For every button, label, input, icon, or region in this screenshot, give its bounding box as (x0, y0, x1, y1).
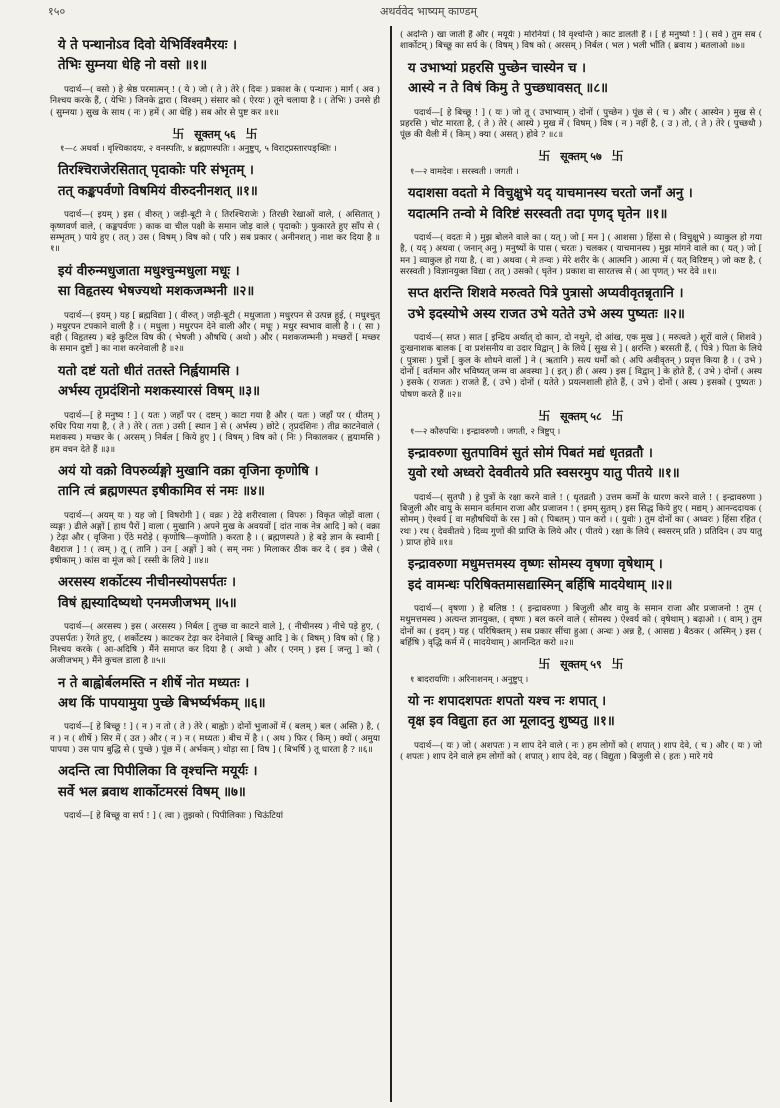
verse-line: ये ते पन्थानोऽव दिवो येभिर्विश्वमैरयः । (58, 38, 237, 53)
column-divider (390, 26, 392, 1102)
sukta-meta: १ बादरायणिः । अरिनाशनम् । अनुष्टुप् । (410, 674, 529, 685)
verse (58, 674, 380, 715)
verse (58, 462, 380, 503)
swastika-icon: 卐 (611, 149, 624, 164)
verse-line: इन्द्रावरुणा मधुमत्तमस्य वृष्णः सोमस्य वृषणा वृषेथाम् । (408, 557, 663, 573)
verse-line: य उभाभ्यां प्रहरसि पुच्छेन चास्येन च । (408, 60, 587, 76)
verse (408, 692, 762, 733)
verse-line: अदन्ति त्वा पिपीलिका वि वृश्चन्ति मयूर्यः । (58, 764, 258, 780)
verse-line: यो नः शपादशपतः शपतो यश्च नः शपात् । (408, 693, 607, 709)
verse-line: युवो रथो अध्वरो देववीतये प्रति स्वसरमुप यातु पीतये ॥१॥ (408, 466, 680, 482)
verse-line: विषं ह्यस्यादिष्यथो एनमजीजभम् ॥५॥ (58, 595, 237, 611)
verse-line: यदाशसा वदतो मे विचुक्षुभे यद् याचमानस्य चरतो जनाँ अनु । (408, 186, 693, 202)
verse-line: अथ किं पापयामुया पुच्छे बिभर्ष्यर्भकम् ॥६॥ (58, 696, 266, 712)
padartha: पदार्थ—( सुतपौ ) हे पुत्रों के रक्षा करने वाले ! ( धृतव्रतौ ) उत्तम कर्मों के धारण करने वाले ! ( इन्द्रावरुणा ) बिजुली और वायु के समान वर्तमान राजा और प्रजाजन ! ( इमम् सुतम् ) इस सिद्ध किये हुए ( मद्यम् ) आनन्ददायक ( सोमम् ) ऐश्वर्य [ वा महौषधियों के रस ] को ( पिबतम् ) पान करो । ( युवोः ) तुम दोनों का ( अध्वरः ) हिंसा रहित ( रथः ) रथ ( देववीतये ) दिव्य गुणों की प्राप्ति के लिये और ( पीतये ) रक्षा के लिये ( स्वसरम् प्रति ) प्रतिदिन ( उप यातु ) प्राप्त होवे ॥१॥ (400, 492, 762, 548)
verse-line: तिरश्चिराजेरसितात् पृदाकोः परि संभृतम् । (58, 163, 254, 179)
sukta-heading (400, 657, 762, 673)
page-number: १५० (48, 5, 66, 18)
running-title: अथर्ववेद भाष्यम् काण्डम् (380, 5, 477, 18)
sukta-title: सूक्तम् ५६ (194, 127, 236, 141)
left-column (50, 30, 380, 1102)
padartha: पदार्थ—( अयम् यः ) यह जो [ विषरोगी ] ( वक्रः ) टेढ़े शरीरवाला ( विपरुः ) विकृत जोड़ों वाला ( व्यङ्गः ) ढीले अङ्गों [ हाथ पैरों ] वाला ( मुखानि ) अपने मुख के अवयवों [ दांत नाक नेत्र आदि ] को ( वक्रा ) टेढ़ा और ( वृजिना ) ऐंठे मरोड़े ( कृणोषि—कृणोति ) करता है । ( ब्रह्मणस्पते ) हे बड़े ज्ञान के स्वामी [ वैद्यराज ] ! ( त्वम् ) तू ( तानि ) उन [ अङ्गों ] को ( सम् नमः ) मिलाकर ठीक कर दे ( इव ) जैसे ( इषीकाम् ) कांस वा मूंज को [ रस्सी के लिये ] ॥४॥ (50, 510, 380, 567)
verse (58, 362, 380, 403)
verse (58, 161, 380, 202)
verse-line: इदं वामन्धः परिषिक्तमासद्यास्मिन् बर्हिषि मादयेथाम् ॥२॥ (408, 577, 673, 593)
right-column (400, 30, 762, 1102)
padartha: पदार्थ—[ हे बिच्छू ! ] ( यः ) जो तू ( उभाभ्याम् ) दोनों ( पुच्छेन ) पूंछ से ( च ) और ( आस्येन ) मुख से ( प्रहरसि ) चोट मारता है, ( ते ) तेरे ( आस्ये ) मुख में ( विषम् ) विष ( न ) नहीं है, ( उ ) तो, ( ते ) तेरे ( पुच्छधौ ) पूंछ की थैली में ( किम् ) क्या ( असत् ) होवे ? ॥८॥ (400, 107, 762, 141)
verse (408, 555, 762, 596)
verse-line: तत् कङ्कपर्वणो विषमियं वीरुदनीनशत् ॥१॥ (58, 183, 258, 199)
sukta-title: सूक्तम् ५९ (560, 658, 602, 672)
swastika-icon: 卐 (611, 409, 624, 424)
verse-line: सर्वे भल ब्रवाथ शार्कोटमरसं विषम् ॥७॥ (58, 784, 246, 800)
padartha-continued: ( अदन्ति ) खा जाती हैं और ( मयूर्यः ) मोरनियां ( वि वृश्चन्ति ) काट डालती हैं । [ हे मनुष्यो ! ] ( सर्वे ) तुम सब ( शार्कोटम् ) बिच्छू का सर्प के ( विषम् ) विष को ( अरसम् ) निर्बल ( भल ) भली भाँति ( ब्रवाथ ) बतलाओ ॥७॥ (400, 30, 762, 52)
verse-line: अर्भस्य तृप्रदंशिनो मशकस्यारसं विषम् ॥३॥ (58, 384, 261, 400)
sukta-title: सूक्तम् ५८ (560, 410, 602, 424)
sukta-meta: १—२ वामदेवः । सरस्वती । जगती । (410, 167, 519, 178)
padartha: पदार्थ—( वसो ) हे श्रेष्ठ परमात्मन् ! ( ये ) जो ( ते ) तेरे ( दिवः ) प्रकाश के ( पन्थानः ) मार्ग ( अव ) निश्चय करके हैं, ( येभिः ) जिनके द्वारा ( विश्वम् ) संसार को ( ऐरयः ) तूने चलाया है । ( तेभिः ) उनसे ही ( सुम्नया ) सुख के साथ ( नः ) हमें ( आ धेहि ) सब ओर से पुष्ट कर ॥१॥ (50, 84, 380, 118)
verse-line: यदात्मनि तन्वो मे विरिष्टं सरस्वती तदा पृणद् घृतेन ॥१॥ (408, 206, 668, 222)
verse (58, 573, 380, 614)
verse-line: उभे इदस्योभे अस्य राजत उभे यतेते उभे अस्य पुष्यतः ॥२॥ (408, 306, 685, 322)
verse (58, 36, 380, 77)
verse-line: इयं वीरुन्मधुजाता मधुश्चुन्मधुला मधूः । (58, 263, 240, 279)
swastika-icon: 卐 (538, 409, 551, 424)
verse (58, 262, 380, 303)
padartha: पदार्थ—( वृषणा ) हे बलिष्ठ ! ( इन्द्रावरुणा ) बिजुली और वायु के समान राजा और प्रजाजनो ! तुम ( मधुमत्तमस्य ) अत्यन्त ज्ञानयुक्त, ( वृष्णः ) बल करने वाले ( सोमस्य ) ऐश्वर्य को ( वृषेथाम् ) बढ़ाओ । ( वाम् ) तुम दोनों का ( इदम् ) यह ( परिषिक्तम् ) सब प्रकार सींचा हुआ ( अन्धः ) अन्न है, ( आसद्य ) बैठकर ( अस्मिन् ) इस ( बर्हिषि ) वृद्धि कर्म में ( मादयेथाम् ) आनन्दित करो ॥२॥ (400, 604, 762, 648)
padartha: पदार्थ—( यः ) जो ( अशपतः ) न शाप देने वाले ( नः ) हम लोगों को ( शपात् ) शाप देवे, ( च ) और ( यः ) जो ( शपतः ) शाप देने वाले हम लोगों को ( शपात् ) शाप देवे, वह ( विद्युता ) बिजुली से ( हतः ) मारे गये (400, 740, 762, 763)
verse (408, 184, 762, 225)
padartha: पदार्थ—[ हे मनुष्य ! ] ( यतः ) जहाँ पर ( दष्टम् ) काटा गया है और ( यतः ) जहाँ पर ( धीतम् ) रुधिर पिया गया है, ( ते ) तेरे ( ततः ) उसी [ स्थान ] से ( अर्भस्य ) छोटे ( तृप्रदंशिनः ) तीव्र काटनेवाले ( मशकस्य ) मच्छर के ( अरसम् ) निर्बल [ किये हुए ] ( विषम् ) विष को ( निः ) निकालकर ( ह्वयामसि ) हम वचन देते हैं ॥३॥ (50, 410, 380, 455)
padartha: पदार्थ—[ हे बिच्छू वा सर्प ! ] ( त्वा ) तुझको ( पिपीलिकाः ) चिऊंटियां (64, 811, 284, 822)
verse (408, 284, 762, 325)
verse-line: वृक्ष इव विद्युता हत आ मूलादनु शुष्यतु ॥१॥ (408, 714, 615, 730)
verse (408, 59, 762, 100)
padartha: पदार्थ—( अरसस्य ) इस ( अरसस्य ) निर्बल [ तुच्छ वा काटने वाले ], ( नीचीनस्य ) नीचे पड़े हुए, ( उपसर्पतः ) रेंगते हुए, ( शर्कोटस्य ) काटकर टेढ़ा कर देनेवाले [ बिच्छू आदि ] के ( विषम् ) विष को ( हि ) निश्चय करके ( आ-अदिषि ) मैंने समाप्त कर दिया है ( अथो ) और ( एनम् ) इस [ जन्तु ] को ( अजीजभम् ) मैंने कुचल डाला है ॥५॥ (50, 622, 380, 667)
verse (58, 762, 380, 803)
padartha: पदार्थ—( वदतः मे ) मुझ बोलने वाले का ( यत् ) जो [ मन ] ( आशसा ) हिंसा से ( विचुक्षुभे ) व्याकुल हो गया है, ( यद् ) अथवा ( जनान् अनु ) मनुष्यों के पास ( चरतः ) चलकर ( याचमानस्य ) मुझ मांगने वाले का ( यत् ) जो [ मन ] व्याकुल हो गया है, ( वा ) अथवा ( मे तन्वः ) मेरे शरीर के ( आत्मनि ) आत्मा में ( यत् विरिष्टम् ) जो कष्ट है, ( सरस्वती ) विज्ञानयुक्त विद्या ( तत् ) उसको ( घृतेन ) प्रकाश वा सारतत्त्व से ( आ पृणत् ) भर देवे ॥१॥ (400, 233, 762, 277)
verse-line: सप्त क्षरन्ति शिशवे मरुत्वते पित्रे पुत्रासो अप्यवीवृतन्नृतानि । (408, 286, 684, 302)
padartha: पदार्थ—[ हे बिच्छू ! ] ( न ) न तो ( ते ) तेरे ( बाह्वोः ) दोनों भुजाओं में ( बलम् ) बल ( अस्ति ) है, ( न ) न ( शीर्षे ) सिर में ( उत ) और ( न ) न ( मध्यतः ) बीच में है । ( अथ ) फिर ( किम् ) क्यों ( अमुया पापया ) उस पाप बुद्धि से ( पुच्छे ) पूंछ में ( अर्भकम् ) थोड़ा सा [ विष ] ( बिभर्षि ) तू धारता है ? ॥६॥ (50, 722, 380, 756)
sukta-heading (50, 127, 380, 143)
verse-line: तानि त्वं ब्रह्मणस्पत इषीकामिव सं नमः ॥४॥ (58, 484, 265, 500)
swastika-icon: 卐 (245, 126, 258, 141)
verse-line: अयं यो वक्रो विपरुर्व्यङ्गो मुखानि वक्रा वृजिना कृणोषि । (58, 463, 319, 479)
verse-line: सा विहृतस्य भेषज्यथो मशकजम्भनी ॥२॥ (58, 284, 255, 300)
sukta-heading (400, 409, 762, 425)
verse-line: आस्ये न ते विषं किमु ते पुच्छधावसत् ॥८॥ (408, 81, 609, 97)
swastika-icon: 卐 (538, 657, 551, 672)
padartha: पदार्थ—( इयम् ) इस ( वीरुत् ) जड़ी-बूटी ने ( तिरश्चिराजेः ) तिरछी रेखाओं वाले, ( असितात् ) कृष्णवर्ण वाले, ( कङ्कपर्वणः ) काक वा चील पक्षी के समान जोड़ वाले ( पृदाकोः ) फुकारते हुए साँप से ( सम्भृतम् ) पाये हुए ( तत् ) उस ( विषम् ) विष को ( परि ) सब प्रकार ( अनीनशत् ) नाश कर दिया है ॥१॥ (50, 210, 380, 255)
verse-line: अरसस्य शर्कोटस्य नीचीनस्योपसर्पतः । (58, 575, 236, 591)
page-header (0, 0, 780, 22)
swastika-icon: 卐 (538, 149, 551, 164)
sukta-meta: १—२ कौरुपथिः । इन्द्रावरुणौ । जगती, २ त्रिष्टुप् । (410, 426, 561, 437)
verse-line: तेभिः सुम्नया धेहि नो वसो ॥१॥ (58, 58, 208, 74)
sukta-title: सूक्तम् ५७ (560, 150, 602, 164)
verse-line: न ते बाह्वोर्बलमस्ति न शीर्षे नोत मध्यतः । (58, 675, 250, 691)
verse-line: यतो दष्टं यतो धीतं ततस्ते निर्ह्वयामसि । (58, 363, 240, 379)
swastika-icon: 卐 (611, 657, 624, 672)
verse-line: इन्द्रावरुणा सुतपाविमं सुतं सोमं पिबतं मद्यं धृतव्रतौ । (408, 445, 653, 461)
padartha: पदार्थ—( इयम् ) यह [ ब्रह्मविद्या ] ( वीरुत् ) जड़ी-बूटी ( मधुजाता ) मधुरपन से उत्पन्न हुई, ( मधुश्चुत् ) मधुरपन टपकाने वाली है । ( मधुला ) मधुरपन देने वाली और ( मधूः ) मधुर स्वभाव वाली है । ( सा ) वही ( विहृतस्य ) बड़े कुटिल विष की ( भेषजी ) औषधि ( अथो ) और ( मशकजम्भनी ) मच्छरों [ मच्छर के समान दुष्टों ] का नाश करनेवाली है ॥२॥ (50, 310, 380, 355)
sukta-meta: १—८ अथर्वा । वृश्चिकादयः, २ वनस्पतिः, ४ ब्रह्मणस्पतिः । अनुष्टुप्, ५ विराट्प्रस्तारपङ्क्तिः । (60, 144, 337, 155)
sukta-heading (400, 149, 762, 165)
swastika-icon: 卐 (172, 126, 185, 141)
padartha: पदार्थ—( सप्त ) सात [ इन्द्रिय अर्थात् दो कान, दो नथुने, दो आंख, एक मुख ] ( मरुत्वते ) शूरों वाले ( शिशवे ) दुःखनाशक बालक [ वा प्रशंसनीय वा उदार विद्वान् ] के लिये [ सुख से ] ( क्षरन्ति ) बरसती हैं, ( पित्रे ) पिता के लिये ( पुत्रासः ) पुत्रों [ कुल के शोधने वालों ] ने ( ऋतानि ) सत्य धर्मों को ( अपि अवीवृतन् ) प्रवृत्त किया है । ( उभे ) दोनों [ वर्तमान और भविष्यत् जन्म वा अवस्था ] ( इत् ) ही ( अस्य ) इस [ विद्वान् ] के होते हैं, ( उभे ) दोनों ( अस्य ) इसके ( राजतः ) राजते हैं, ( उभे ) दोनों ( यतेते ) प्रयत्नशाली होते हैं, ( उभे ) दोनों ( अस्य ) इसको ( पुष्यतः ) पोषण करते हैं ॥२॥ (400, 333, 762, 400)
verse (408, 444, 762, 485)
